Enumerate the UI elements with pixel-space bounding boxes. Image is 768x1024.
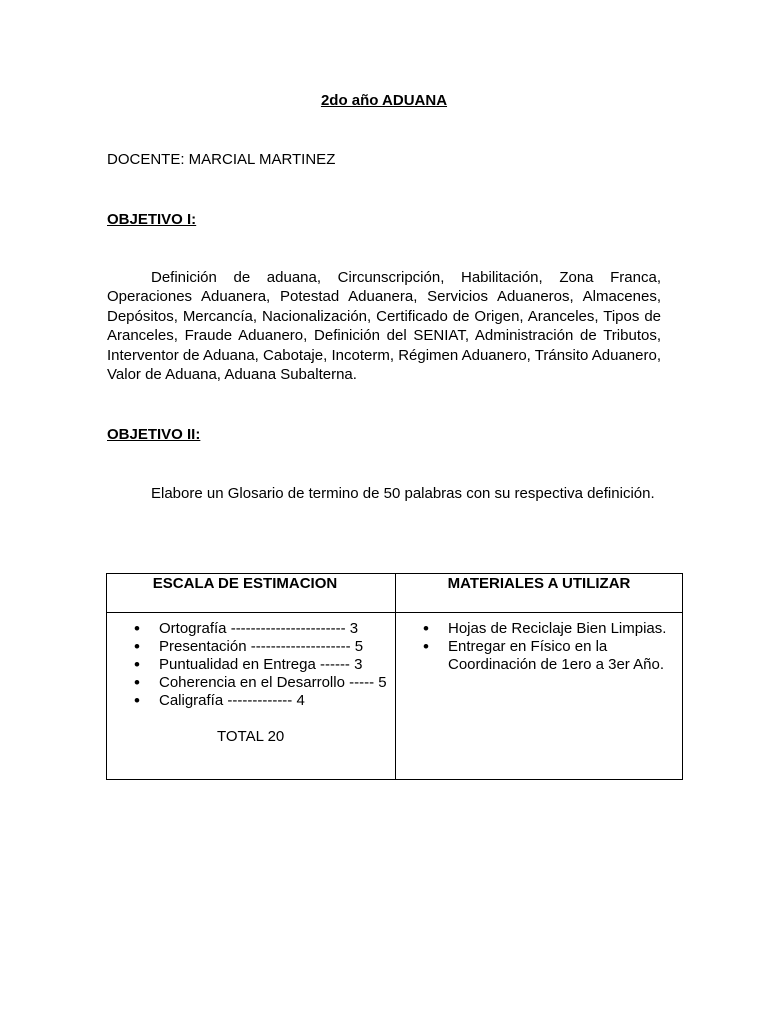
list-item: • Puntualidad en Entrega ------ 3: [107, 656, 395, 674]
evaluation-table: [106, 573, 683, 780]
objective-2-heading: OBJETIVO II:: [107, 426, 201, 443]
materials-list: [396, 620, 682, 674]
scale-list: [107, 620, 395, 710]
scale-header-label: ESCALA DE ESTIMACION: [152, 575, 338, 592]
table-header-row: [107, 574, 683, 613]
scale-column-header: [107, 574, 396, 613]
objective-2-text: Elabore un Glosario de termino de 50 palabras con su respectiva definición.: [151, 485, 655, 502]
total-label: TOTAL 20: [217, 728, 285, 745]
teacher-line: DOCENTE: MARCIAL MARTINEZ: [107, 151, 336, 168]
document-title: 2do año ADUANA: [320, 92, 448, 109]
list-item: • Caligrafía ------------- 4: [107, 692, 395, 710]
list-item: • Entregar en Físico en la Coordinación de 1ero a 3er Año.: [396, 638, 682, 674]
table-body-row: [107, 613, 683, 780]
list-item: • Hojas de Reciclaje Bien Limpias.: [396, 620, 682, 638]
objective-1-heading: OBJETIVO I:: [107, 211, 197, 228]
materials-column-header: MATERIALES A UTILIZAR: [396, 574, 683, 613]
objective-1-text: Definición de aduana, Circunscripción, Habilitación, Zona Franca, Operaciones Aduanera, Potestad Aduanera, Servicios Aduaneros, Almacenes, Depósitos, Mercancía, Nacionalización, Certificado de Origen, Aranceles, Tipos de Aranceles, Fraude Aduanero, Definición del SENIAT, Administración de Tributos, Interventor de Aduana, Cabotaje, Incoterm, Régimen Aduanero, Tránsito Aduanero, Valor de Aduana, Aduana Subalterna.: [107, 269, 661, 384]
list-item: • Presentación -------------------- 5: [107, 638, 395, 656]
materials-cell: [396, 613, 683, 780]
scale-cell: [107, 613, 396, 780]
list-item: • Coherencia en el Desarrollo ----- 5: [107, 674, 395, 692]
list-item: • Ortografía ----------------------- 3: [107, 620, 395, 638]
